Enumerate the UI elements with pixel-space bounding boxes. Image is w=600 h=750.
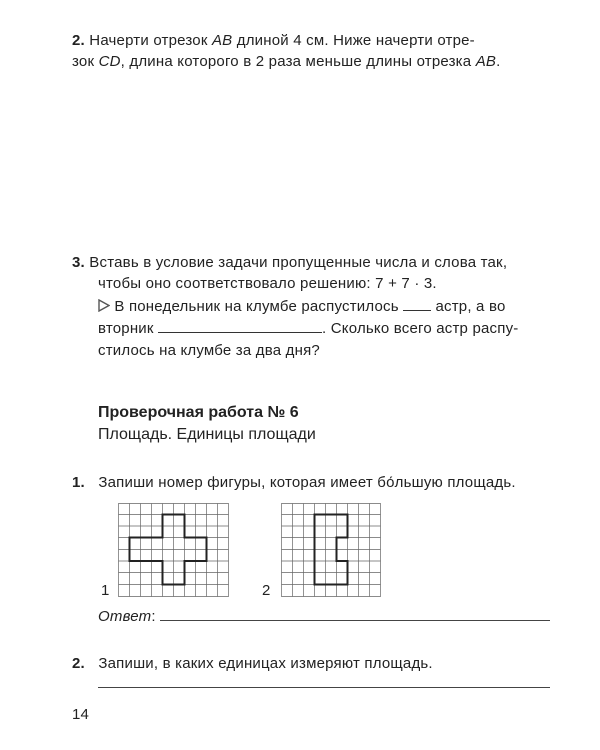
task3-story-text-1: В понедельник на клумбе распустилось: [114, 298, 399, 315]
test-subtitle: Площадь. Единицы площади: [98, 426, 316, 443]
task2-text-1b: длиной 4 см. Ниже начерти отре-: [236, 32, 475, 49]
task3-text-2: чтобы оно соответствовало решению: 7 + 7 · 3.: [98, 275, 437, 292]
task3-line1: [72, 252, 552, 273]
triangle-right-icon: [98, 299, 110, 312]
task2-text-2b: , длина которого в 2 раза меньше длины отрезка: [120, 53, 472, 70]
task3-number: 3.: [72, 254, 85, 271]
page-number: 14: [72, 706, 90, 723]
segment-cd-label: CD: [98, 53, 121, 70]
task3-story-text-5: стилось на клумбе за два дня?: [98, 342, 320, 359]
answer-label-row: [98, 606, 156, 627]
q1-line: [72, 472, 552, 493]
q2-line: [72, 653, 552, 674]
task3-text-1: Вставь в условие задачи пропущенные числа и слова так,: [89, 254, 508, 271]
task2-line2: [72, 51, 552, 72]
task3-line2: [98, 273, 558, 294]
q2-answer-line[interactable]: [98, 687, 550, 688]
task3-story-text-2: астр, а во: [435, 298, 506, 315]
answer-input-line[interactable]: [160, 620, 550, 621]
task3-story-line2: [98, 318, 558, 339]
blank-number-1[interactable]: [403, 296, 431, 311]
figure-2-label: 2: [262, 582, 271, 599]
task3-story-line3: [98, 340, 558, 361]
figure-1-label: 1: [101, 582, 110, 599]
answer-label: Ответ: [98, 608, 152, 625]
segment-ab-label-2: AB: [475, 53, 497, 70]
figure-2-grid: [281, 503, 381, 597]
task2-text-2end: .: [496, 53, 501, 70]
q2-number: 2.: [72, 655, 85, 672]
answer-colon: :: [151, 608, 156, 625]
task2-number: 2.: [72, 32, 85, 49]
task3-story-text-3: вторник: [98, 320, 154, 337]
q2-text: Запиши, в каких единицах измеряют площадь.: [98, 655, 433, 672]
figure-1-grid: [118, 503, 229, 597]
task2-text-2a: зок: [72, 53, 95, 70]
task2-line1: [72, 30, 552, 51]
q1-text: Запиши номер фигуры, которая имеет бо́льшую площадь.: [98, 474, 516, 491]
task2-text-1a: Начерти отрезок: [89, 32, 208, 49]
test-title: Проверочная работа № 6: [98, 404, 299, 421]
blank-phrase-2[interactable]: [158, 318, 322, 333]
q1-number: 1.: [72, 474, 85, 491]
task3-story-line1: [98, 296, 558, 317]
task3-story-text-4: . Сколько всего астр распу-: [322, 320, 519, 337]
segment-ab-label: AB: [211, 32, 233, 49]
